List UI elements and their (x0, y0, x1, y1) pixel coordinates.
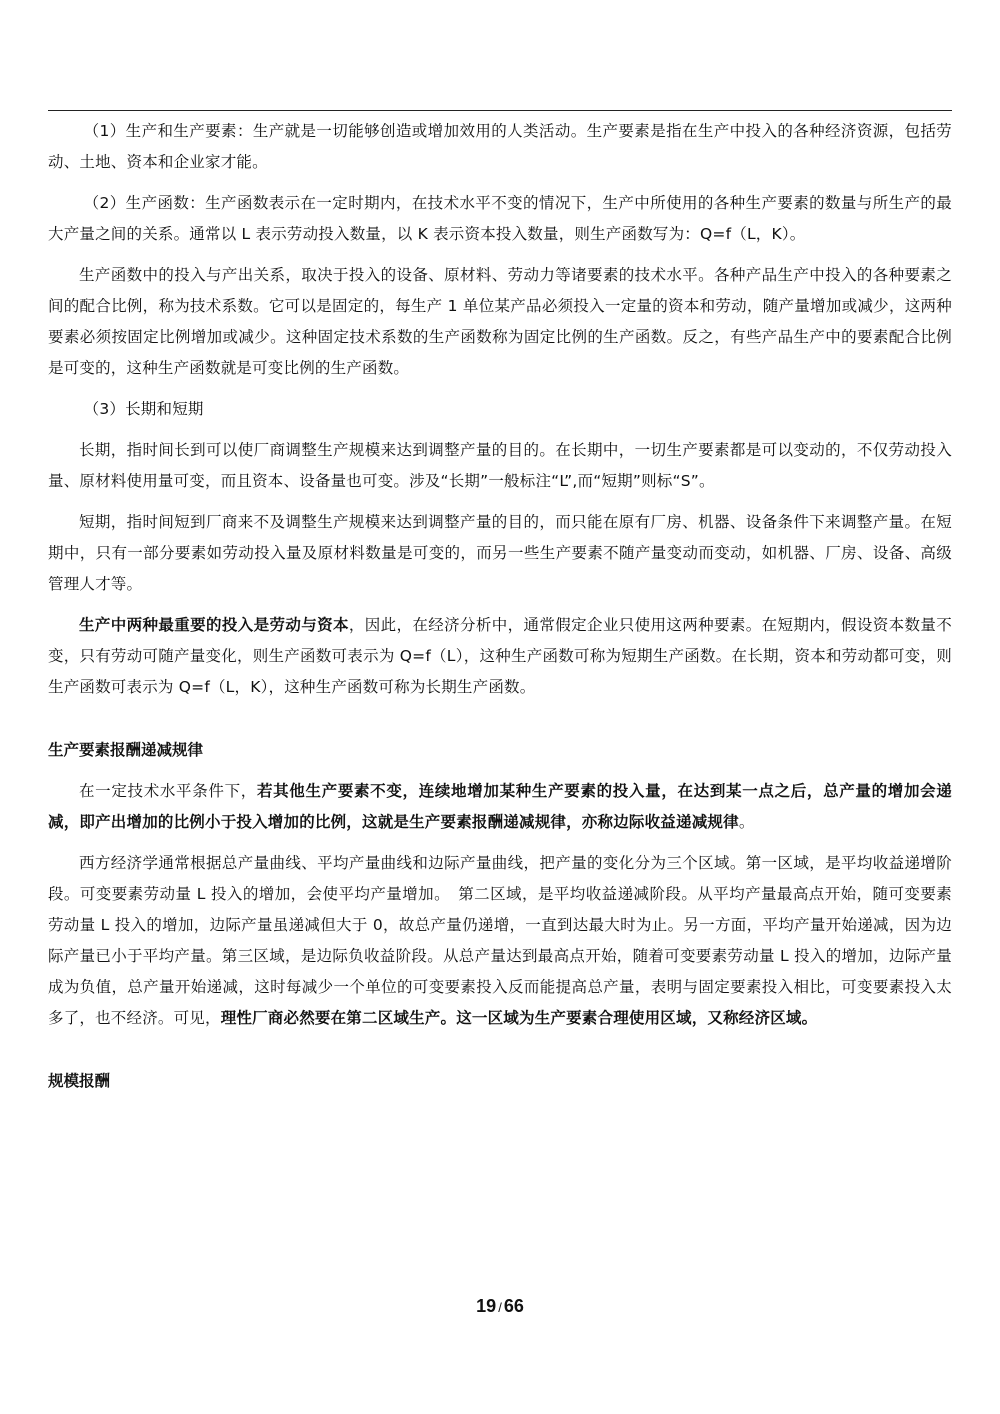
text-three-regions: 西方经济学通常根据总产量曲线、平均产量曲线和边际产量曲线，把产量的变化分为三个区域。第一区域，是平均收益递增阶段。可变要素劳动量 L 投入的增加，会使平均产量增加。 第二区域，是平均收益递减阶段。从平均产量最高点开始，随可变要素劳动量 L 投入的增加，边际产量虽递减但大于 0，故总产量仍递增，一直到达最大时为止。另一方面，平均产量开始递减，因为边际产量已小于平均产量。第三区域，是边际负收益阶段。从总产量达到最高点开始，随着可变要素劳动量 L 投入的增加，边际产量成为负值，总产量开始递减，这时每减少一个单位的可变要素投入反而能提高总产量，表明与固定要素投入相比，可变要素投入太多了，也不经济。可见， (48, 854, 952, 1027)
emphasis-rational-region: 理性厂商必然要在第二区域生产。这一区域为生产要素合理使用区域，又称经济区域。 (220, 1009, 818, 1027)
paragraph-short-run: 短期，指时间短到厂商来不及调整生产规模来达到调整产量的目的，而只能在原有厂房、机器、设备条件下来调整产量。在短期中，只有一部分要素如劳动投入量及原材料数量是可变的，而另一些生产要素不随产量变动而变动，如机器、厂房、设备、高级管理人才等。 (48, 513, 952, 593)
section-title-returns-to-scale: 规模报酬 (48, 1072, 111, 1090)
header-rule (48, 110, 952, 111)
paragraph-diminishing-law (48, 776, 952, 838)
paragraph-long-run: 长期，指时间长到可以使厂商调整生产规模来达到调整产量的目的。在长期中，一切生产要素都是可以变动的，不仅劳动投入量、原材料使用量可变，而且资本、设备量也可变。涉及“长期”一般标注“L”,而“短期”则标“S”。 (48, 441, 952, 490)
paragraph-production-factors: （1）生产和生产要素：生产就是一切能够创造或增加效用的人类活动。生产要素是指在生产中投入的各种经济资源，包括劳动、土地、资本和企业家才能。 (48, 122, 952, 171)
paragraph-technical-coefficient: 生产函数中的投入与产出关系，取决于投入的设备、原材料、劳动力等诸要素的技术水平。各种产品生产中投入的各种要素之间的配合比例，称为技术系数。它可以是固定的，每生产 1 单位某产品必须投入一定量的资本和劳动，随产量增加或减少，这两种要素必须按固定比例增加或减少。这种固定技术系数的生产函数称为固定比例的生产函数。反之，有些产品生产中的要素配合比例是可变的，这种生产函数就是可变比例的生产函数。 (48, 266, 952, 377)
emphasis-diminishing-law: 若其他生产要素不变，连续地增加某种生产要素的投入量，在达到某一点之后，总产量的增加会递减，即产出增加的比例小于投入增加的比例，这就是生产要素报酬递减规律，亦称边际收益递减规律 (48, 782, 953, 831)
paragraph-production-function: （2）生产函数：生产函数表示在一定时期内，在技术水平不变的情况下，生产中所使用的各种生产要素的数量与所生产的最大产量之间的关系。通常以 L 表示劳动投入数量，以 K 表示资本投入数量，则生产函数写为：Q=f（L，K）。 (48, 194, 952, 243)
subheading-long-short-run: （3）长期和短期 (83, 400, 204, 418)
page-separator: / (498, 1300, 502, 1315)
section-title-diminishing-returns: 生产要素报酬递减规律 (48, 741, 204, 759)
document-body (48, 116, 952, 1107)
paragraph-labor-capital (48, 610, 952, 703)
text-diminishing-intro: 在一定技术水平条件下， (79, 782, 257, 800)
paragraph-three-regions (48, 848, 952, 1034)
text-labor-capital-rest: ，因此，在经济分析中，通常假定企业只使用这两种要素。在短期内，假设资本数量不变，只有劳动可随产量变化，则生产函数可表示为 Q=f（L），这种生产函数可称为短期生产函数。在长期，资本和劳动都可变，则生产函数可表示为 Q=f（L，K），这种生产函数可称为长期生产函数。 (48, 616, 952, 696)
current-page: 19 (476, 1296, 497, 1316)
total-pages: 66 (503, 1296, 524, 1316)
text-diminishing-end: 。 (738, 813, 755, 831)
page-number (0, 1294, 1000, 1320)
emphasis-labor-capital: 生产中两种最重要的投入是劳动与资本 (79, 616, 349, 634)
